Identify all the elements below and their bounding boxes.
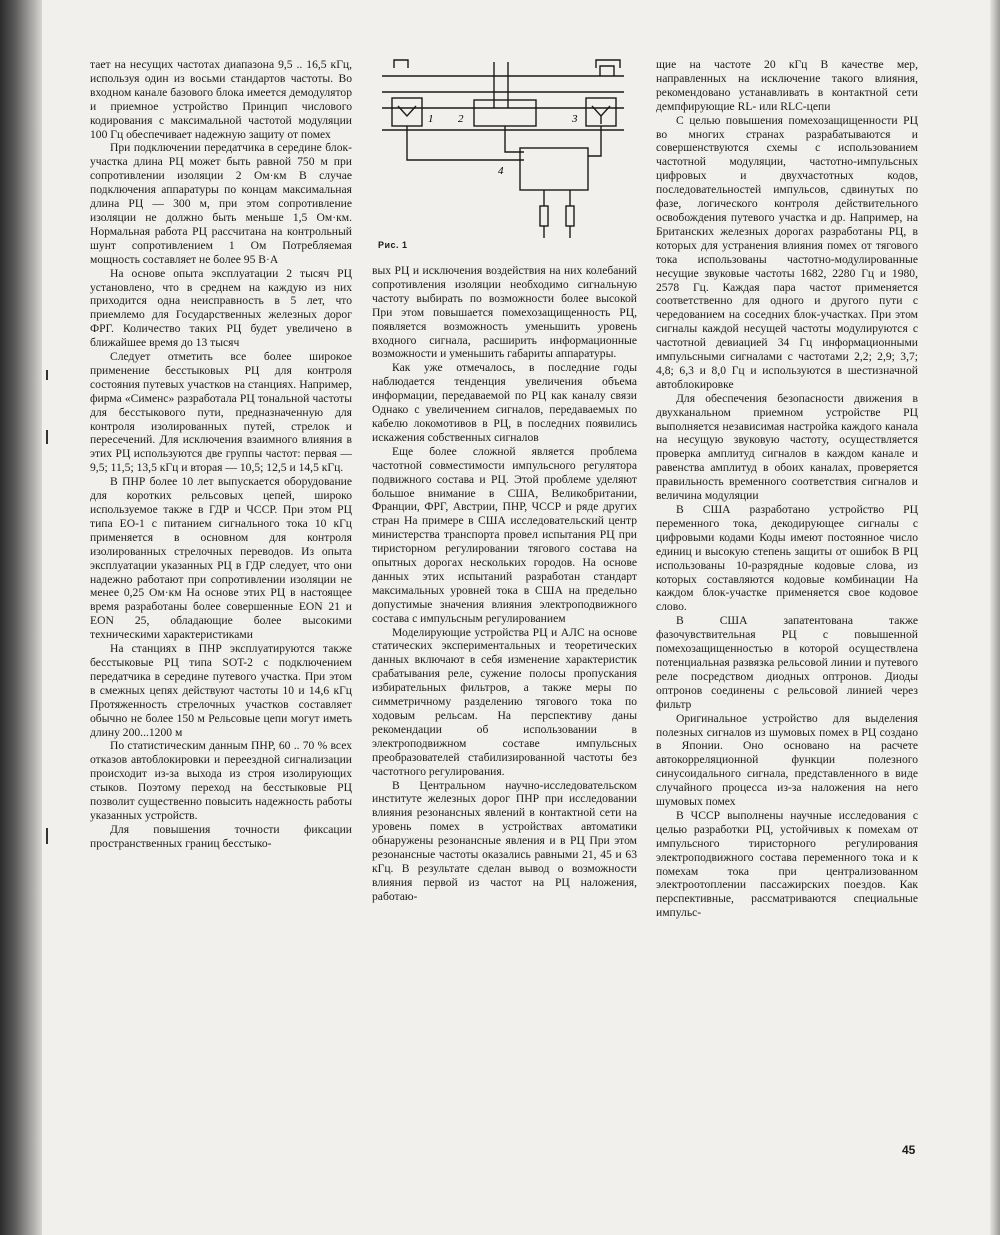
margin-mark bbox=[46, 430, 48, 444]
paragraph: В Центральном научно-исследовательском институте железных дорог ПНР при исследовании влияния резонансных явлений в контактной сети на уровень помех в устройствах автоматики обнаружены резонансные явления и в РЦ При этом резонансные частоты оказались равными 21, 45 и 63 кГц. В результате сделан вывод о возможности влияния первой из частот на РЦ наложения, работаю- bbox=[372, 778, 637, 903]
control-block-4 bbox=[520, 148, 588, 190]
paragraph: В ПНР более 10 лет выпускается оборудование для коротких рельсовых цепей, широко используемое также в ГДР и ЧССР. При этом РЦ типа ЕО-1 с питанием сигнального тока 10 кГц применяется в основном для контроля изолированных стрелочных переводов. Из опыта эксплуатации указанных РЦ в ГДР следует, что они надежно работают при сопротивлении изоляции не менее 0,25 Ом·км На основе этих РЦ в настоящее время разработаны более совершенные ЕОN 21 и ЕОN 25, обладающие более высокими техническими характеристиками bbox=[90, 475, 352, 642]
figure-label-1: 1 bbox=[428, 113, 434, 125]
paragraph: Следует отметить все более широкое применение бесстыковых РЦ для контроля состояния путевых участков на станциях. Например, фирма «Сименс» разработала РЦ тональной частоты для бесстыкового пути, предназначенную для контроля изолированных путей, стрелок и пересечений. Для исключения взаимного влияния в этих РЦ используются две группы частот: первая — 9,5; 11,5; 13,5 кГц и вторая — 10,5; 12,5 и 14,5 кГц. bbox=[90, 350, 352, 475]
figure-label-3: 3 bbox=[572, 113, 578, 125]
paragraph: Для повышения точности фиксации пространственных границ бесстыко- bbox=[90, 822, 352, 850]
transmitter-block-2 bbox=[474, 100, 536, 126]
paragraph: В США запатентована также фазочувствительная РЦ с повышенной помехозащищенностью в которой осуществлена потенциальная развязка рельсовой линии и путевого реле посредством диодных оптронов. Диоды оптронов соединены с рельсовой линией через фильтр bbox=[656, 614, 918, 711]
scan-right-edge bbox=[990, 0, 1000, 1235]
text-column-right bbox=[656, 58, 918, 920]
margin-mark bbox=[46, 370, 48, 380]
link-1-to-4 bbox=[407, 126, 524, 160]
figure-caption: Рис. 1 bbox=[378, 240, 408, 250]
paragraph: Как уже отмечалось, в последние годы наблюдается тенденция увеличения объема информации, передаваемой по РЦ как каналу связи Однако с увеличением сигналов, передаваемых по кабелю локомотивов в РЦ, в последних появились искажения собственных сигналов bbox=[372, 361, 637, 444]
figure-label-2: 2 bbox=[458, 113, 464, 125]
paragraph: Для обеспечения безопасности движения в двухканальном приемном устройстве РЦ выполняется независимая настройка каждого канала на несущую звуковую частоту, осуществляется проверка амплитуд сигналов в каждом канале и равенства амплитуд в обоих каналах, проверяется правильность временного соответствия сигналов и величина модуляции bbox=[656, 391, 918, 503]
paragraph: тает на несущих частотах диапазона 9,5 .. 16,5 кГц, используя один из восьми стандартов частоты. Во входном канале базового блока имеется демодулятор и приемное устройство Принцип числового кодирования с максимальной частотой модуляции 100 Гц обеспечивает надежную защиту от помех bbox=[90, 58, 352, 141]
paragraph: вых РЦ и исключения воздействия на них колебаний сопротивления изоляции необходимо сигнальную частоту выбирать по возможности более высокой При этом повышается помехозащищенность РЦ, появляется возможность уменьшить уровень входного сигнала, расширить информационные возможности и уменьшить габариты аппаратуры. bbox=[372, 264, 637, 361]
figure-label-4: 4 bbox=[498, 165, 504, 177]
circuit-diagram-figure bbox=[374, 56, 636, 252]
paragraph: По статистическим данным ПНР, 60 .. 70 % всех отказов автоблокировки и переездной сигнализации происходит из-за выхода из строя изолирующих стыков. Поэтому переход на бесстыковые РЦ позволит существенно повысить надежность работы указанных устройств. bbox=[90, 739, 352, 822]
paragraph: щие на частоте 20 кГц В качестве мер, направленных на исключение такого влияния, рекомендовано устанавливать в контактной сети демпфирующие RL- или RLC-цепи bbox=[656, 58, 918, 113]
paragraph: Еще более сложной является проблема частотной совместимости импульсного регулятора подвижного состава и РЦ. Этой проблеме уделяют большое внимание в США, Великобритании, Франции, ФРГ, Австрии, ПНР, ЧССР и ряде других стран На примере в США исследовательский центр министерства транспорта провел испытания РЦ при тиристорном регулировании тягового состава на опытных дорогах нескольких городов. На основе данных этих испытаний разработан стандарт максимальных уровней тока в США на предельно допустимые значения влияния электроподвижного состава с импульсным регулированием bbox=[372, 444, 637, 625]
paragraph: Оригинальное устройство для выделения полезных сигналов из шумовых помех в РЦ создано в Японии. Оно основано на расчете автокорреляционной функции полезного синусоидального сигнала, представленного в виде случайного процесса из-за наложения на него шумовых помех bbox=[656, 711, 918, 809]
paragraph: С целью повышения помехозащищенности РЦ во многих странах разрабатываются и совершенствуются схемы с использованием частотной модуляции, частотно-импульсных цифровых и двухчастотных кодов, последовательностей импульсов, сдвинутых по фазе, логического контроля действительного освобождения путевого участка и др. Например, на Британских железных дорогах разработаны РЦ, в которых для устранения влияния помех от тягового тока использованы частотно-модулированные несущие звуковые частоты 1682, 2280 Гц и 1980, 2578 Гц. Каждая пара частот применяется соответственно для одного и другого пути с чередованием на соседних блок-участках. При этом сигналы каждой несущей частоты модулируются с частотной девиацией 34 Гц информационными импульсными сигналами с частотами 2,2; 2,9; 3,7; 4,8; 6,3 и 8,0 Гц и используются в шестизначной автоблокировке bbox=[656, 113, 918, 391]
paragraph: При подключении передатчика в середине блок-участка длина РЦ может быть равной 750 м при сопротивлении изоляции 2 Ом·км В случае подключения аппаратуры по концам максимальная длина РЦ — 300 м, при этом сопротивление изоляции не должно быть меньше 1,5 Ом·км. Нормальная работа РЦ рассчитана на контрольный шунт сопротивлением 1 Ом Потребляемая мощность составляет не более 95 В·А bbox=[90, 141, 352, 266]
scan-binding-shadow bbox=[0, 0, 42, 1235]
rail-connector-left bbox=[394, 60, 408, 68]
output-relay-right bbox=[566, 206, 574, 226]
paragraph: Моделирующие устройства РЦ и АЛС на основе статических экспериментальных и теоретических данных включают в себя изменение характеристик срабатывания реле, сужение полосы пропускания избирательных фильтров, а также меры по симметричному разделению тягового тока по ходовым рельсам. На перспективу даны рекомендации об использовании в электроподвижном составе импульсных преобразователей стабилизированной частоты без частотного регулирования. bbox=[372, 625, 637, 778]
text-column-middle bbox=[372, 264, 637, 904]
page-number: 45 bbox=[902, 1143, 916, 1157]
paragraph: В ЧССР выполнены научные исследования с целью разработки РЦ, устойчивых к помехам от импульсного тиристорного регулирования электроподвижного состава переменного тока и к помехам тока при централизованном электроотоплении пассажирских поездов. Как перспективные, рассматриваются специальные импульс- bbox=[656, 808, 918, 920]
paragraph: На основе опыта эксплуатации 2 тысяч РЦ установлено, что в среднем на каждую из них приходится одна неисправность в 5 лет, что приемлемо для Государственных железных дорог ФРГ. Количество таких РЦ будет увеличено в ближайшее время до 13 тысяч bbox=[90, 266, 352, 350]
output-relay-left bbox=[540, 206, 548, 226]
margin-mark bbox=[46, 828, 48, 844]
text-column-left bbox=[90, 58, 352, 851]
rail-connector-inner bbox=[600, 66, 614, 76]
paragraph: В США разработано устройство РЦ переменного тока, декодирующее сигналы с цифровыми кодами Коды имеют постоянное число единиц и высокую степень защиты от ошибок В РЦ использованы 10-разрядные кодовые слова, из которых составляются кодовые комбинации На каждом блок-участке применяется свое кодовое слово. bbox=[656, 503, 918, 614]
receiver-block-1 bbox=[392, 98, 422, 126]
paragraph: На станциях в ПНР эксплуатируются также бесстыковые РЦ типа SOT-2 с подключением передатчика в середине путевого участка. При этом в смежных цепях действуют частоты 10 и 14,6 кГц Протяженность стрелочных участков составляет обычно не более 150 м Рельсовые цепи могут иметь длину 200...1200 м bbox=[90, 642, 352, 739]
